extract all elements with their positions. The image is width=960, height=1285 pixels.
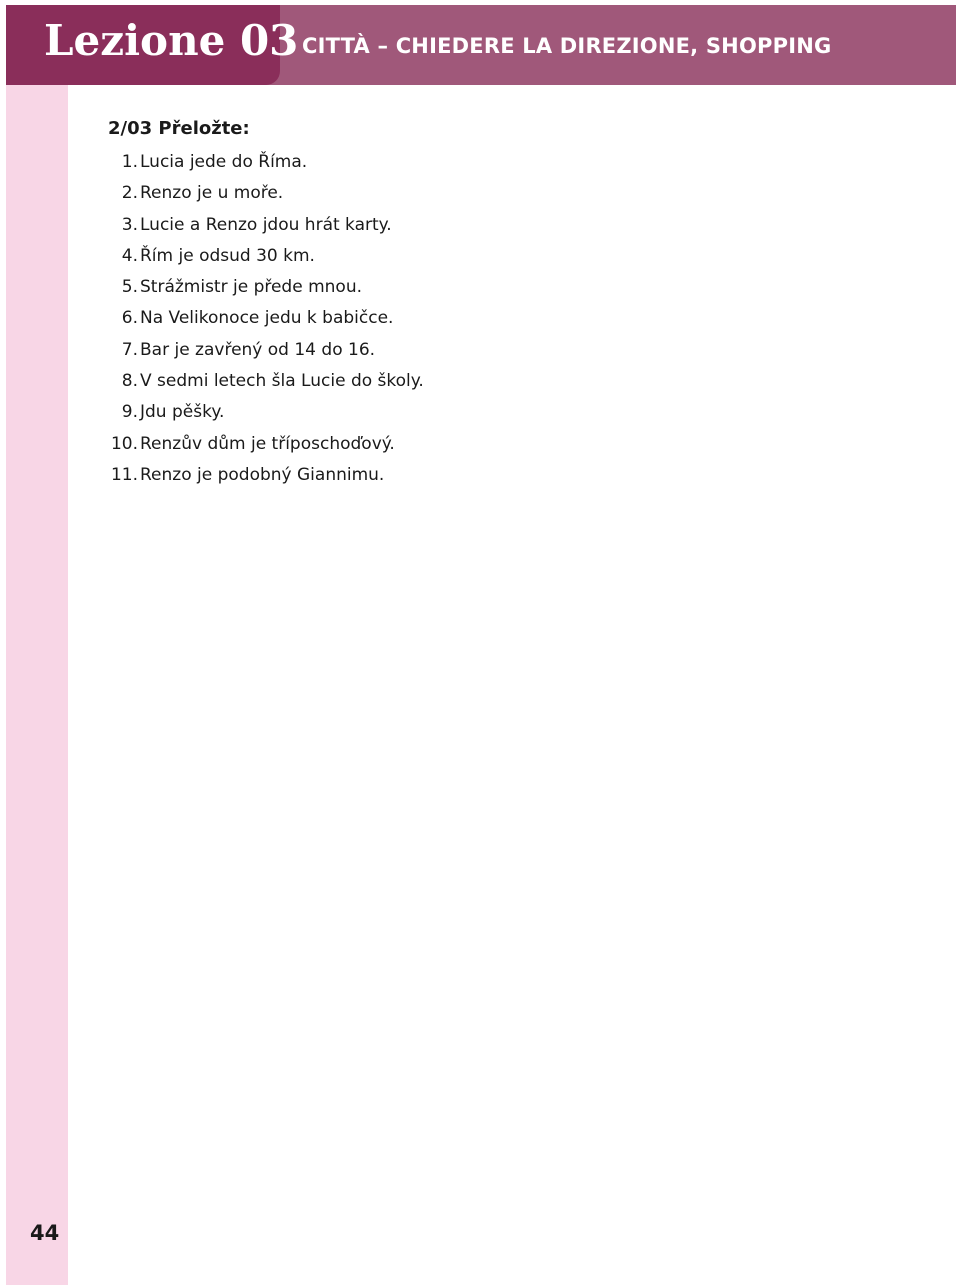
item-number: 5. [121,277,138,298]
exercise-item [108,241,424,272]
lesson-title: Lezione 03 [44,16,299,65]
item-text: Renzův dům je tříposchoďový. [140,433,395,454]
exercise-item [108,429,424,460]
exercise-title: 2/03 Přeložte: [108,118,250,139]
exercise-item [108,366,424,397]
exercise-item [108,272,424,303]
item-text: V sedmi letech šla Lucie do školy. [140,371,424,392]
exercise-item [108,460,424,491]
item-text: Strážmistr je přede mnou. [140,277,363,298]
item-text: Renzo je u moře. [140,183,284,204]
item-number: 8. [121,371,138,392]
item-number: 3. [121,214,138,235]
item-text: Lucie a Renzo jdou hrát karty. [140,214,392,235]
exercise-item [108,303,424,334]
page-number: 44 [30,1221,60,1245]
item-number: 6. [121,308,138,329]
exercise-item [108,335,424,366]
header-subtitle: CITTÀ – CHIEDERE LA DIREZIONE, SHOPPING [302,34,832,58]
item-text: Řím je odsud 30 km. [140,245,315,266]
item-text: Renzo je podobný Giannimu. [140,464,385,485]
sidebar-strip [6,85,68,1285]
item-number: 10. [110,433,138,454]
item-number: 4. [121,245,138,266]
item-number: 9. [121,402,138,423]
exercise-item [108,147,424,178]
item-text: Lucia jede do Říma. [140,152,308,172]
item-number: 2. [121,183,138,204]
item-number: 1. [121,152,138,172]
exercise-item [108,178,424,209]
item-text: Na Velikonoce jedu k babičce. [140,308,394,329]
exercise-item [108,210,424,241]
item-number: 11. [110,464,138,485]
exercise-item [108,397,424,428]
item-number: 7. [121,339,138,360]
item-text: Jdu pěšky. [140,402,225,423]
item-text: Bar je zavřený od 14 do 16. [140,339,376,360]
exercise-list [108,147,424,491]
exercise-content [108,116,424,491]
